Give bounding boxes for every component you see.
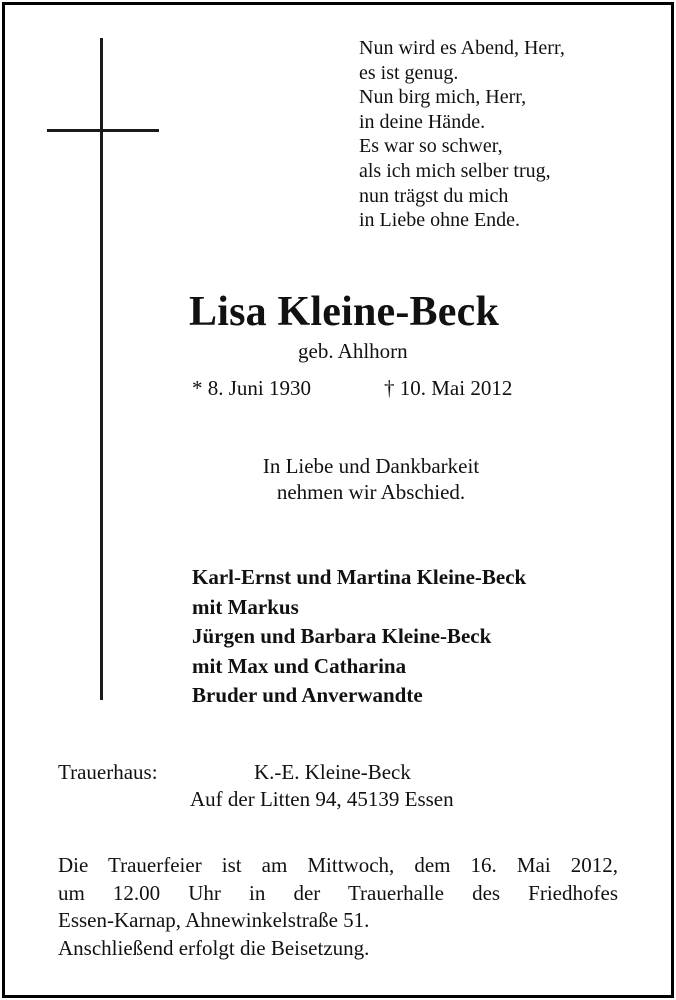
mourner-line: Jürgen und Barbara Kleine-Beck: [192, 624, 492, 649]
poem: [359, 36, 565, 233]
ceremony-line: um 12.00 Uhr in der Trauerhalle des Friedhofes: [58, 880, 618, 905]
poem-line: in Liebe ohne Ende.: [359, 209, 521, 232]
ceremony-line: Anschließend erfolgt die Beisetzung.: [58, 935, 370, 960]
ceremony-notice: [58, 852, 618, 962]
mourner-line: Karl-Ernst und Martina Kleine-Beck: [192, 565, 527, 589]
farewell-line: nehmen wir Abschied.: [276, 480, 466, 504]
poem-line: nun trägst du mich: [359, 184, 509, 207]
poem-line: Nun birg mich, Herr,: [359, 86, 527, 109]
ceremony-line: Essen-Karnap, Ahnewinkelstraße 51.: [58, 908, 370, 932]
mourning-house-label: Trauerhaus:: [58, 760, 158, 784]
mourner-line: mit Markus: [192, 594, 299, 619]
cross-horizontal-bar: [47, 129, 159, 132]
mourning-house-name: K.-E. Kleine-Beck: [254, 760, 411, 784]
mourners-list: [192, 563, 526, 711]
mourner-line: Bruder und Anverwandte: [192, 683, 423, 708]
poem-line: es ist genug.: [359, 61, 459, 84]
death-date: † 10. Mai 2012: [384, 376, 513, 400]
poem-line: in deine Hände.: [359, 110, 486, 133]
deceased-name: Lisa Kleine-Beck: [189, 289, 500, 335]
poem-line: als ich mich selber trug,: [359, 159, 551, 182]
poem-line: Nun wird es Abend, Herr,: [359, 37, 565, 59]
mourning-house-address: Auf der Litten 94, 45139 Essen: [190, 787, 454, 811]
farewell-text: [200, 453, 542, 505]
birth-date: * 8. Juni 1930: [192, 376, 312, 400]
cross-vertical-bar: [100, 38, 103, 700]
mourner-line: mit Max und Catharina: [192, 653, 407, 678]
poem-line: Es war so schwer,: [359, 135, 503, 158]
birth-name: geb. Ahlhorn: [298, 339, 408, 363]
ceremony-line: Die Trauerfeier ist am Mittwoch, dem 16. Mai 2012,: [58, 853, 618, 877]
farewell-line: In Liebe und Dankbarkeit: [262, 454, 480, 478]
